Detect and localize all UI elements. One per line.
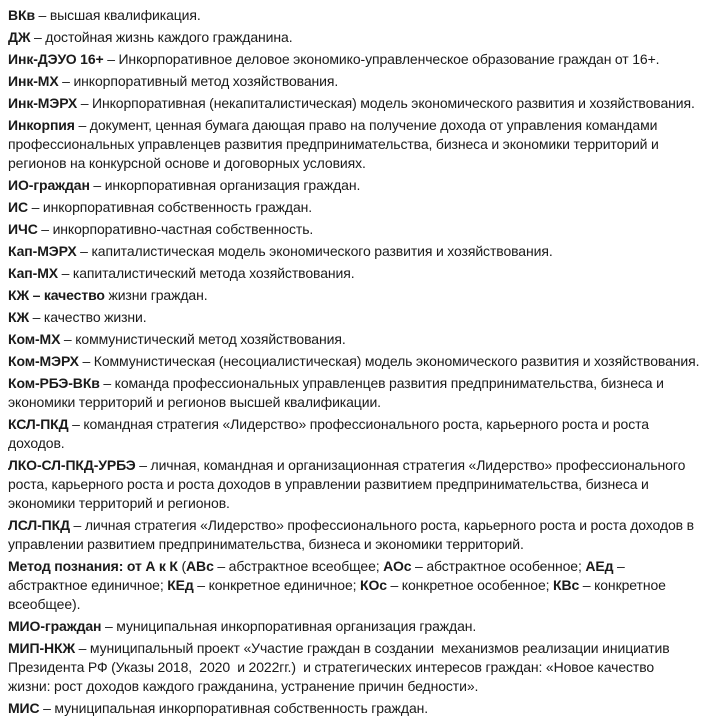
glossary-entry bbox=[8, 330, 700, 349]
glossary-entry bbox=[8, 374, 700, 412]
definition-text: – документ, ценная бумага дающая право на получение дохода от управления командами профессиональных управленцев развития предпринимательства, бизнеса и экономики территорий и регионов на конкурсной основе и договорных условиях. bbox=[8, 117, 663, 171]
term-text: Ком-МЭРХ bbox=[8, 353, 79, 369]
definition-text: – высшая квалификация. bbox=[34, 7, 201, 23]
term-text: Инк-ДЭУО 16+ bbox=[8, 51, 104, 67]
term-text: Ком-МХ bbox=[8, 331, 61, 347]
definition-text: – командная стратегия «Лидерство» профессионального роста, карьерного роста и роста доходов. bbox=[8, 416, 653, 451]
glossary-entry bbox=[8, 72, 700, 91]
definition-text: ( bbox=[177, 558, 187, 574]
definition-text: – абстрактное всеобщее; bbox=[213, 558, 384, 574]
definition-text: – Инкорпоративная (некапиталистическая) модель экономического развития и хозяйствования. bbox=[77, 95, 695, 111]
term-text: МИО-граждан bbox=[8, 618, 102, 634]
term-text: КСЛ-ПКД bbox=[8, 416, 69, 432]
glossary-entry bbox=[8, 220, 700, 239]
glossary-entry bbox=[8, 28, 700, 47]
glossary-entry bbox=[8, 264, 700, 283]
glossary-entry bbox=[8, 456, 700, 513]
definition-text: – инкорпоративная организация граждан. bbox=[89, 177, 361, 193]
definition-text: – инкорпоративная собственность граждан. bbox=[27, 199, 313, 215]
glossary-entry bbox=[8, 176, 700, 195]
definition-text: – капиталистическая модель экономического развития и хозяйствования. bbox=[76, 243, 553, 259]
term-text: КЕд bbox=[167, 577, 194, 593]
glossary-entry bbox=[8, 639, 700, 696]
definition-text: – конкретное особенное; bbox=[386, 577, 554, 593]
term-text: АВс bbox=[186, 558, 214, 574]
glossary-entry bbox=[8, 286, 700, 305]
term-text: Инк-МХ bbox=[8, 73, 59, 89]
term-text: МИП-НКЖ bbox=[8, 640, 76, 656]
term-text: АОс bbox=[383, 558, 412, 574]
glossary-entry bbox=[8, 94, 700, 113]
term-text: КОс bbox=[360, 577, 387, 593]
term-text: КЖ bbox=[8, 309, 29, 325]
definition-text: – достойная жизнь каждого гражданина. bbox=[30, 29, 293, 45]
term-text: ИЧС bbox=[8, 221, 38, 237]
term-text: Ком-РБЭ-ВКв bbox=[8, 375, 100, 391]
definition-text: – муниципальный проект «Участие граждан в создании механизмов реализации инициатив Президента РФ (Указы 2018, 2020 и 2022гг.) и стратегических интересов граждан: «Новое качество жизни: рост доходов каждого гражданина, устранение причин бедности». bbox=[8, 640, 674, 694]
definition-text: – капиталистический метода хозяйствования. bbox=[58, 265, 355, 281]
term-text: ЛКО-СЛ-ПКД-УРБЭ bbox=[8, 457, 136, 473]
definition-text: – инкорпоративно-частная собственность. bbox=[37, 221, 314, 237]
glossary-entry bbox=[8, 116, 700, 173]
term-text: ИС bbox=[8, 199, 28, 215]
glossary-entry bbox=[8, 198, 700, 217]
glossary-entry bbox=[8, 699, 700, 718]
glossary-entry bbox=[8, 6, 700, 25]
glossary-entry bbox=[8, 308, 700, 327]
glossary-entry bbox=[8, 516, 700, 554]
glossary-entry bbox=[8, 50, 700, 69]
term-text: ЛСЛ-ПКД bbox=[8, 517, 70, 533]
term-text: Инкорпия bbox=[8, 117, 75, 133]
glossary-entry bbox=[8, 617, 700, 636]
glossary-entry bbox=[8, 415, 700, 453]
definition-text: – команда профессиональных управленцев развития предпринимательства, бизнеса и экономики территорий и регионов высшей квалификации. bbox=[8, 375, 668, 410]
glossary-entry bbox=[8, 242, 700, 261]
definition-text: – абстрактное особенное; bbox=[411, 558, 586, 574]
term-text: КЖ – качество bbox=[8, 287, 105, 303]
definition-text: – Инкорпоративное деловое экономико-управленческое образование граждан от 16+. bbox=[103, 51, 660, 67]
definition-text: – личная, командная и организационная стратегия «Лидерство» профессионального роста, карьерного роста и роста доходов в управлении развитием предпринимательства, бизнеса и экономики территорий и регионов. bbox=[8, 457, 689, 511]
glossary-entry bbox=[8, 557, 700, 614]
definition-text: – конкретное всеобщее). bbox=[8, 577, 670, 612]
term-text: Кап-МЭРХ bbox=[8, 243, 77, 259]
definition-text: – личная стратегия «Лидерство» профессионального роста, карьерного роста и роста доходов в управлении развитием предпринимательства, бизнеса и экономики территорий. bbox=[8, 517, 698, 552]
definition-text: – муниципальная инкорпоративная собственность граждан. bbox=[39, 700, 429, 716]
term-text: АЕд bbox=[585, 558, 614, 574]
term-text: ВКв bbox=[8, 7, 35, 23]
definition-text: – конкретное единичное; bbox=[193, 577, 361, 593]
term-text: Инк-МЭРХ bbox=[8, 95, 78, 111]
term-text: Кап-МХ bbox=[8, 265, 59, 281]
definition-text: – абстрактное единичное; bbox=[8, 558, 629, 593]
term-text: КВс bbox=[553, 577, 580, 593]
definition-text: – муниципальная инкорпоративная организация граждан. bbox=[101, 618, 477, 634]
definition-text: – качество жизни. bbox=[29, 309, 147, 325]
term-text: ИО-граждан bbox=[8, 177, 90, 193]
term-text: Метод познания: от А к К bbox=[8, 558, 178, 574]
definition-text: – инкорпоративный метод хозяйствования. bbox=[58, 73, 339, 89]
entry-list bbox=[8, 6, 700, 718]
definition-text: – коммунистический метод хозяйствования. bbox=[60, 331, 346, 347]
term-text: ДЖ bbox=[8, 29, 31, 45]
definition-text: жизни граждан. bbox=[104, 287, 208, 303]
term-text: МИС bbox=[8, 700, 40, 716]
glossary-entry bbox=[8, 352, 700, 371]
definition-text: – Коммунистическая (несоциалистическая) модель экономического развития и хозяйствования. bbox=[78, 353, 700, 369]
